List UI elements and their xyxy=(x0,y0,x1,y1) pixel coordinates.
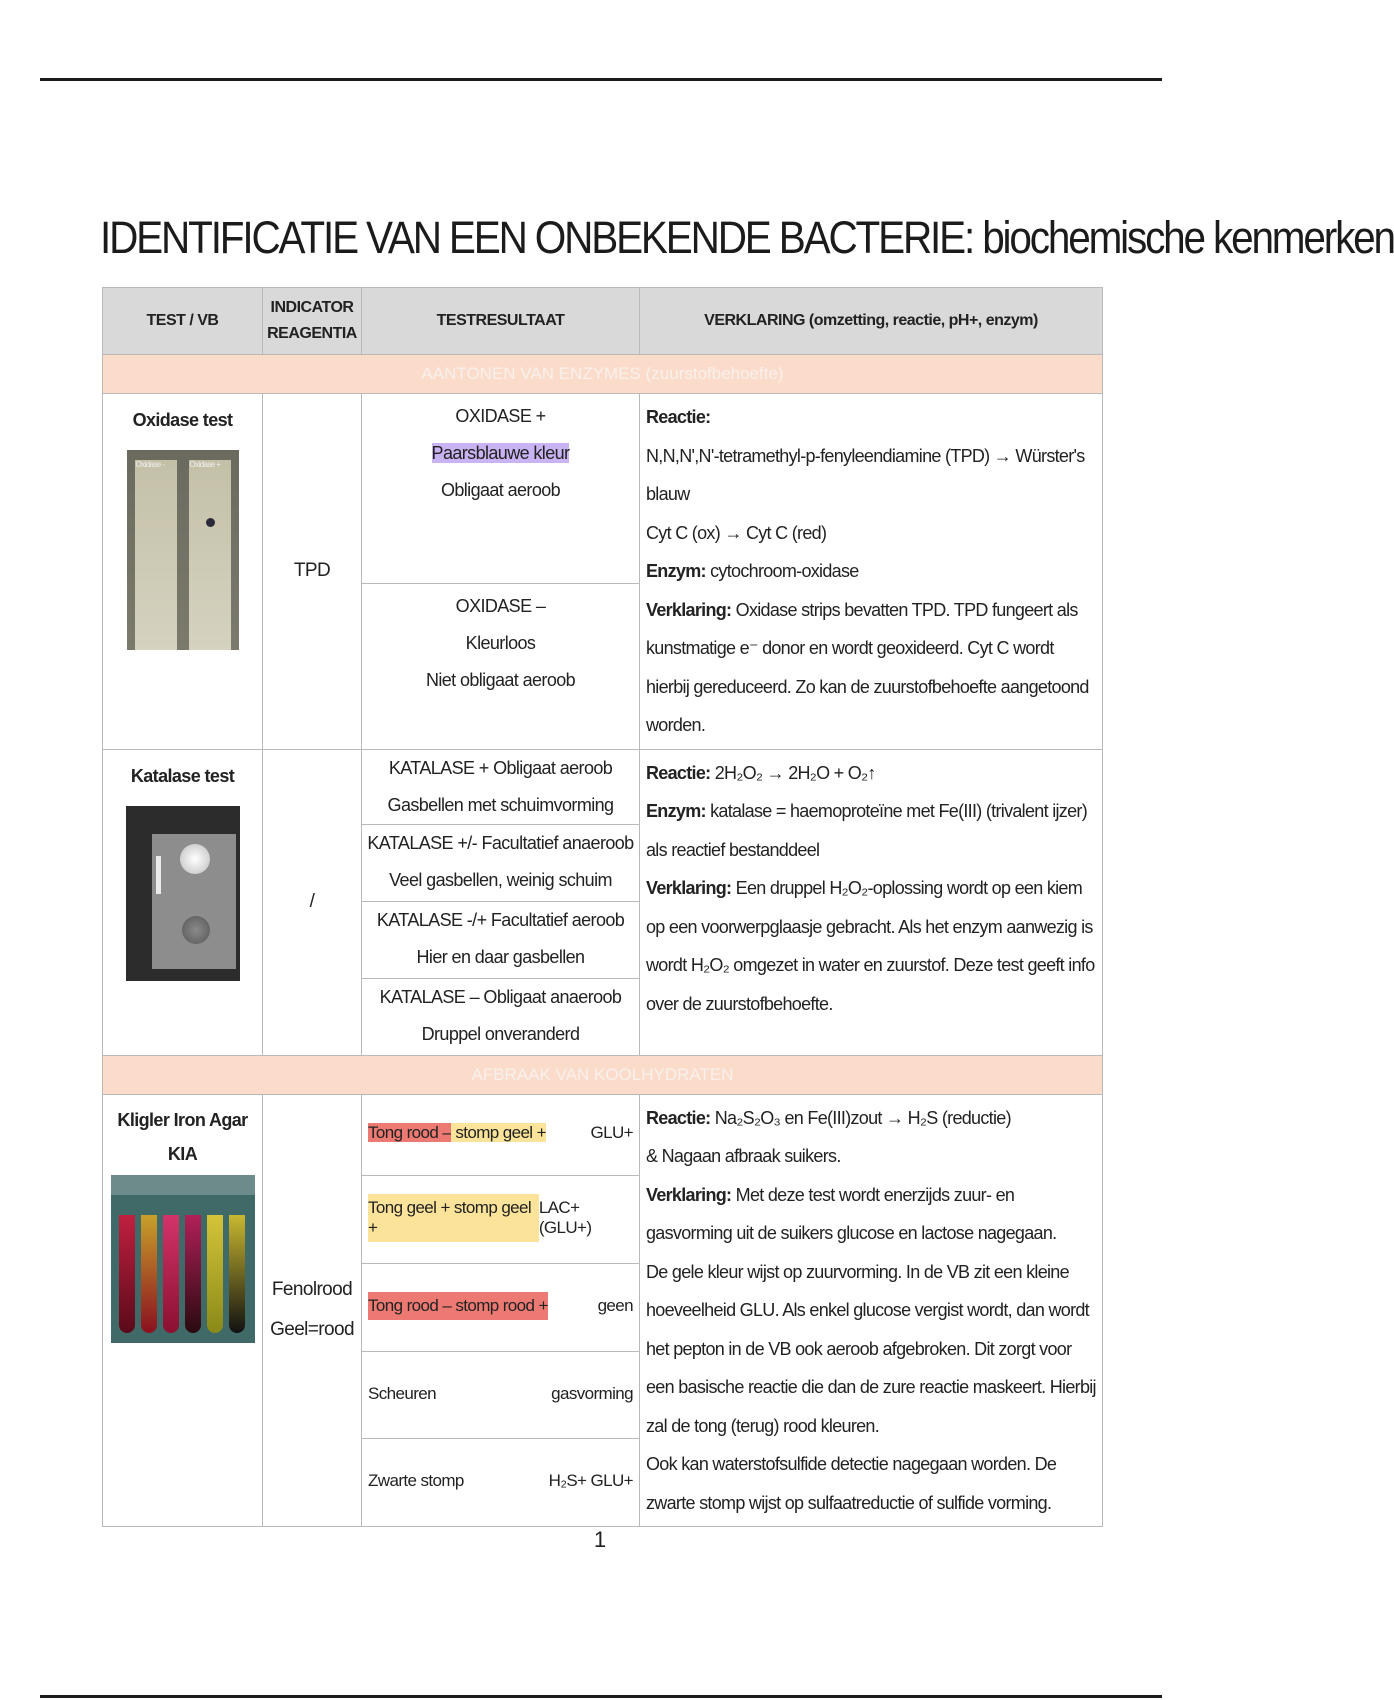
katalase-reaction-b: 2H₂O + O₂ xyxy=(788,762,868,783)
oxidase-reaction-1a: N,N,N',N'-tetramethyl-p-fenyleendiamine (TPD) xyxy=(646,445,990,466)
katalase-verklaring-label: Verklaring: xyxy=(646,878,732,898)
katalase-test-name: Katalase test xyxy=(130,765,235,786)
kia-result-1-butt: stomp geel + xyxy=(451,1122,546,1142)
oxidase-neg-line1: OXIDASE – xyxy=(455,596,546,617)
header-row xyxy=(103,288,1103,355)
katalase-enzym-label: Enzym: xyxy=(646,801,706,821)
oxidase-spot xyxy=(206,518,215,527)
kia-result-1-tongue: Tong rood – xyxy=(368,1122,452,1142)
kia-indicator-line1: Fenolrood xyxy=(271,1279,353,1301)
bottom-rule xyxy=(40,1695,1162,1698)
section-title-enzymes: AANTONEN VAN ENZYMES (zuurstofbehoefte) xyxy=(103,355,1103,394)
katalase-reaction-a: 2H₂O₂ xyxy=(714,762,763,783)
oxidase-strip-neg xyxy=(135,460,177,650)
oxidase-reactie-label: Reactie: xyxy=(646,407,711,427)
kia-result-3 xyxy=(362,1263,640,1351)
kia-explanation-para3: Ook kan waterstofsulfide detectie nagegaan worden. De zwarte stomp wijst op sulfaatreductie of sulfide vorming. xyxy=(646,1454,1057,1513)
oxidase-positive-result xyxy=(362,394,640,584)
page-number: 1 xyxy=(593,1527,607,1552)
oxidase-enzym-label: Enzym: xyxy=(646,561,706,581)
oxidase-photo xyxy=(127,450,239,650)
kia-result-4 xyxy=(362,1351,640,1439)
kia-tube-5 xyxy=(207,1215,223,1333)
page-title: IDENTIFICATIE VAN EEN ONBEKENDE BACTERIE: biochemische kenmerken xyxy=(100,212,1394,263)
kia-test-cell xyxy=(103,1094,263,1527)
kia-tube-1 xyxy=(119,1215,135,1333)
oxidase-verklaring: Oxidase strips bevatten TPD. TPD fungeert als kunstmatige e⁻ donor en wordt geoxideerd. Cyt C wordt hierbij gereduceerd. Zo kan de zuurstofbehoefte aangetoond worden. xyxy=(646,599,1089,735)
kia-result-2-text: Tong geel + stomp geel + xyxy=(368,1194,539,1242)
header-indicator-line1: INDICATOR xyxy=(270,299,354,316)
kia-result-4-text: Scheuren xyxy=(368,1383,436,1403)
kia-result-4-code: gasvorming xyxy=(551,1383,633,1403)
katalase-indicator: / xyxy=(263,749,362,1055)
oxidase-pos-line1: OXIDASE + xyxy=(455,406,546,426)
katalase-result-2 xyxy=(362,824,640,901)
kia-result-3-code: geen xyxy=(597,1295,633,1315)
header-test: TEST / VB xyxy=(103,288,263,355)
kia-tube-2 xyxy=(141,1215,157,1333)
katalase-result-2-line2: Veel gasbellen, weinig schuim xyxy=(389,869,612,890)
oxidase-strip-pos xyxy=(189,460,231,650)
arrow-icon: → xyxy=(724,522,742,543)
katalase-result-1-line2: Gasbellen met schuimvorming xyxy=(387,794,614,815)
oxidase-indicator: TPD xyxy=(263,394,362,750)
kia-photo xyxy=(111,1175,255,1343)
oxidase-test-cell xyxy=(103,394,263,750)
katalase-result-2-line1: KATALASE +/- Facultatief anaeroob xyxy=(367,832,634,853)
oxidase-photo-label-pos: Oxidase + xyxy=(189,460,221,469)
kia-verklaring: Met deze test wordt enerzijds zuur- en gasvorming uit de suikers glucose en lactose nagegaan. xyxy=(646,1184,1057,1243)
biochemistry-table xyxy=(102,287,1103,1527)
header-explanation: VERKLARING (omzetting, reactie, pH+, enzym) xyxy=(640,288,1103,355)
katalase-verklaring: Een druppel H₂O₂-oplossing wordt op een kiem op een voorwerpglaasje gebracht. Als het enzym aanwezig is wordt H₂O₂ omgezet in water en zuurstof. Deze test geeft info over de zuurstofbehoefte. xyxy=(646,878,1095,1014)
katalase-drop xyxy=(182,916,210,944)
arrow-icon: → xyxy=(993,445,1012,466)
kia-tube-4 xyxy=(185,1215,201,1333)
katalase-reactie-label: Reactie: xyxy=(646,762,711,783)
katalase-explanation xyxy=(640,749,1103,1055)
kia-reactie-label: Reactie: xyxy=(646,1107,711,1128)
kia-tube-6 xyxy=(229,1215,245,1333)
top-rule xyxy=(40,78,1162,81)
oxidase-pos-line3: Obligaat aeroob xyxy=(440,480,561,500)
katalase-result-3-line1: KATALASE -/+ Facultatief aeroob xyxy=(376,909,625,930)
katalase-pipette xyxy=(156,856,161,894)
up-arrow-icon: ↑ xyxy=(867,762,876,783)
kia-test-name-1: Kligler Iron Agar xyxy=(117,1109,248,1130)
oxidase-reaction-2b: Cyt C (red) xyxy=(745,522,827,543)
oxidase-pos-line2 xyxy=(364,435,637,472)
katalase-result-4 xyxy=(362,978,640,1055)
kia-row-1 xyxy=(103,1094,1103,1176)
kia-explanation-para2: De gele kleur wijst op zuurvorming. In de VB zit een kleine hoeveelheid GLU. Als enkel glucose vergist wordt, dan wordt het pepton in de VB ook aeroob afgebroken. Dit zorgt voor een basische reactie die dan de zure reactie maskeert. Hierbij zal de tong (terug) rood kleuren. xyxy=(646,1261,1096,1436)
section-row-enzymes xyxy=(103,355,1103,394)
kia-explanation xyxy=(640,1094,1103,1527)
arrow-icon: → xyxy=(886,1107,904,1128)
oxidase-reaction-1b: Würster's blauw xyxy=(646,445,1085,504)
katalase-result-3 xyxy=(362,901,640,978)
katalase-bubbles xyxy=(180,844,210,874)
oxidase-negative-result xyxy=(362,584,640,749)
oxidase-photo-label-neg: Oxidase - xyxy=(135,460,165,469)
katalase-test-cell xyxy=(103,749,263,1055)
kia-result-5-text: Zwarte stomp xyxy=(368,1471,464,1491)
kia-result-5 xyxy=(362,1439,640,1527)
header-indicator xyxy=(263,288,362,355)
kia-result-3-text: Tong rood – stomp rood + xyxy=(368,1292,548,1320)
kia-reaction-a: Na₂S₂O₃ en Fe(III)zout xyxy=(714,1107,882,1128)
katalase-result-1 xyxy=(362,749,640,824)
oxidase-explanation xyxy=(640,394,1103,750)
header-indicator-line2: REAGENTIA xyxy=(267,325,357,342)
kia-indicator xyxy=(263,1094,362,1527)
katalase-row-1 xyxy=(103,749,1103,824)
kia-result-2 xyxy=(362,1176,640,1264)
kia-reaction-b: H₂S (reductie) xyxy=(907,1107,1011,1128)
kia-test-name-2: KIA xyxy=(167,1143,198,1164)
kia-indicator-line2: Geel=rood xyxy=(270,1319,354,1341)
katalase-enzym: katalase = haemoproteïne met Fe(III) (trivalent ijzer) als reactief bestanddeel xyxy=(646,801,1087,860)
katalase-result-4-line1: KATALASE – Obligaat anaeroob xyxy=(379,986,622,1007)
oxidase-pos-color: Paarsblauwe kleur xyxy=(431,443,570,463)
section-title-carbs: AFBRAAK VAN KOOLHYDRATEN xyxy=(103,1055,1103,1094)
oxidase-verklaring-label: Verklaring: xyxy=(646,599,732,620)
kia-tube-3 xyxy=(163,1215,179,1333)
oxidase-row-pos xyxy=(103,394,1103,584)
oxidase-neg-line3: Niet obligaat aeroob xyxy=(425,670,576,691)
kia-verklaring-label: Verklaring: xyxy=(646,1184,732,1205)
oxidase-neg-line2: Kleurloos xyxy=(465,633,536,654)
kia-result-2-code: LAC+ (GLU+) xyxy=(538,1198,592,1238)
header-result: TESTRESULTAAT xyxy=(362,288,640,355)
arrow-icon: → xyxy=(766,762,784,783)
kia-result-5-code: H₂S+ GLU+ xyxy=(548,1471,633,1491)
katalase-photo xyxy=(126,806,240,981)
section-row-carbs xyxy=(103,1055,1103,1094)
oxidase-reaction-2a: Cyt C (ox) xyxy=(646,522,721,543)
kia-result-1 xyxy=(362,1094,640,1176)
kia-result-1-code: GLU+ xyxy=(590,1122,633,1142)
kia-reaction-line2: & Nagaan afbraak suikers. xyxy=(646,1146,841,1166)
katalase-result-4-line2: Druppel onveranderd xyxy=(421,1023,580,1044)
oxidase-test-name: Oxidase test xyxy=(132,410,233,430)
kia-photo-label-strip xyxy=(111,1175,255,1195)
oxidase-enzym: cytochroom-oxidase xyxy=(710,561,859,581)
katalase-result-1-line1: KATALASE + Obligaat aeroob xyxy=(388,757,613,778)
katalase-result-3-line2: Hier en daar gasbellen xyxy=(416,946,585,967)
